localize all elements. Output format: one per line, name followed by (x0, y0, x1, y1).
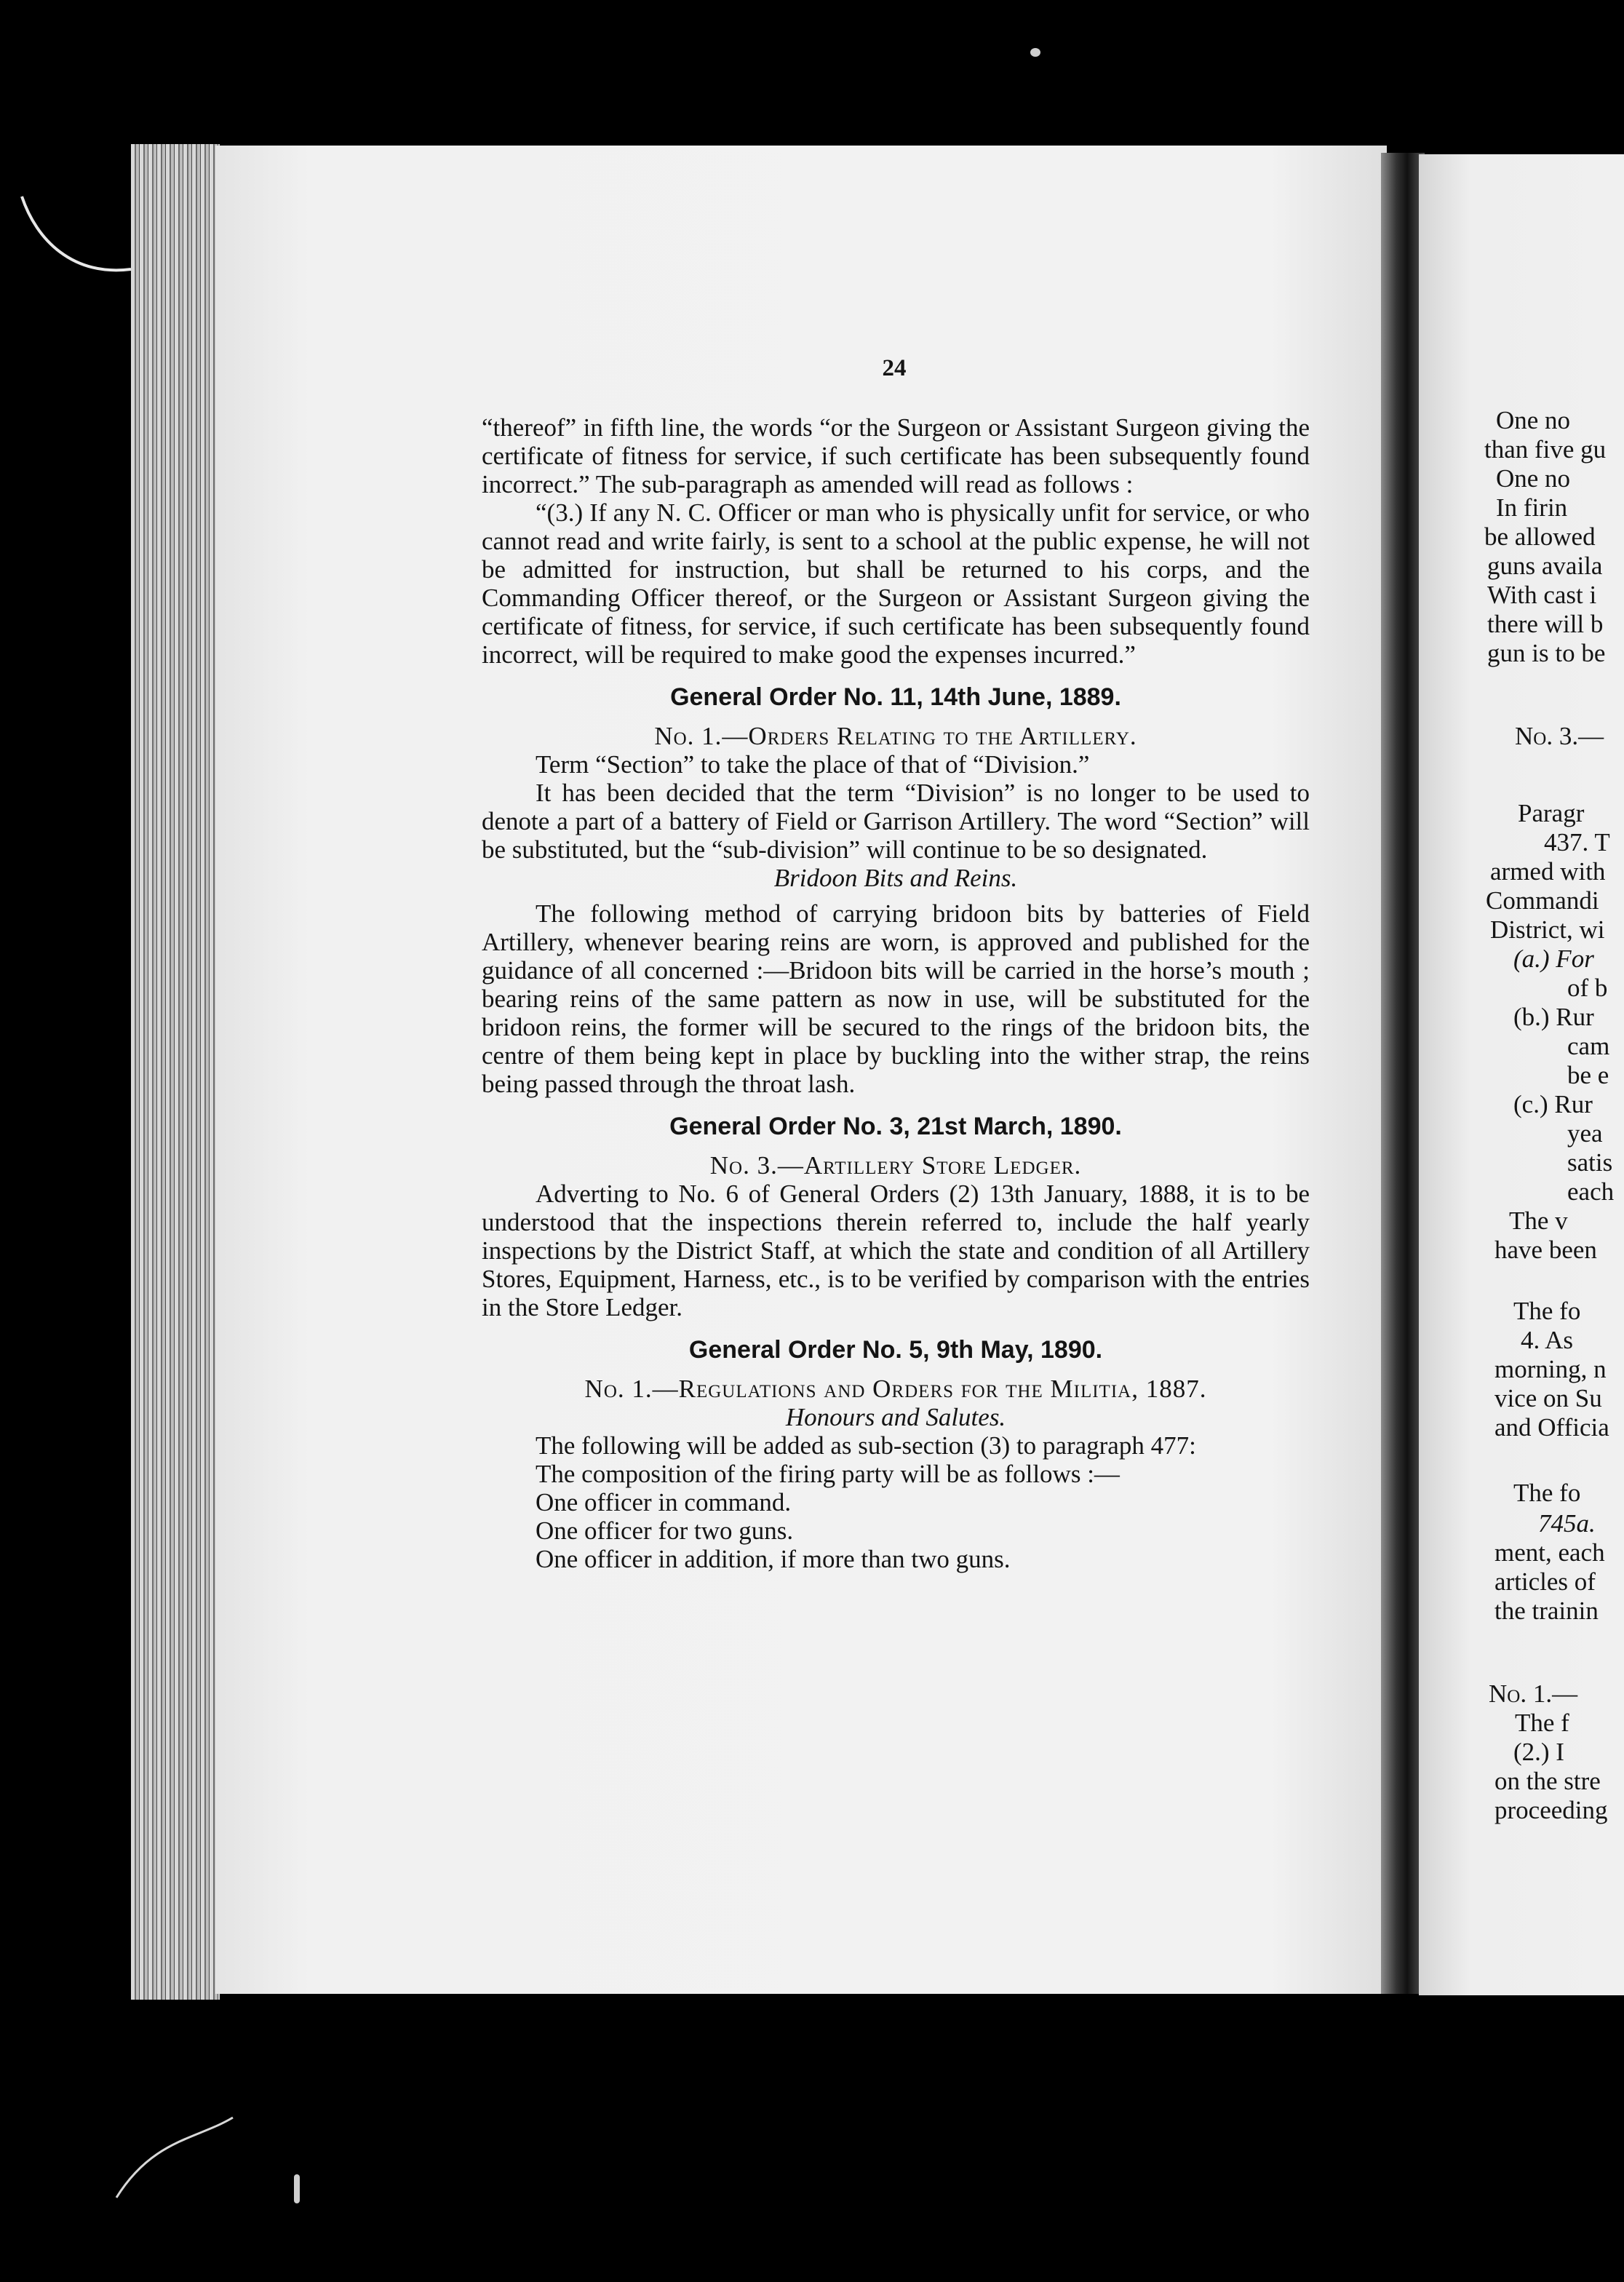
right-page-line: each (1567, 1177, 1615, 1206)
right-page-line: In firin (1496, 493, 1568, 522)
right-page-line: One no (1496, 406, 1571, 434)
page-number: 24 (882, 355, 907, 381)
right-page-line: guns availa (1487, 552, 1603, 580)
right-page-line: armed with (1490, 857, 1606, 886)
right-page-line: than five gu (1484, 435, 1607, 464)
right-page-line: satis (1567, 1148, 1613, 1177)
right-page-line: The v (1509, 1206, 1568, 1235)
text-line: The composition of the firing party will be as follows :— (536, 1460, 1120, 1488)
right-page-line: 745a. (1538, 1509, 1596, 1538)
section-italic-heading: Honours and Salutes. (785, 1403, 1006, 1431)
text-line: One officer for two guns. (536, 1516, 794, 1545)
right-page-line: cam (1567, 1032, 1610, 1060)
right-page-line: (a.) For (1513, 945, 1594, 973)
right-page-line: the trainin (1494, 1597, 1599, 1625)
right-page-line: and Officia (1494, 1413, 1609, 1442)
right-page-line: The f (1515, 1709, 1569, 1737)
paragraph: It has been decided that the term “Division” is no longer to be used to denote a part of a battery of Field or Garrison Artillery. The word “Section” will be substituted, but the “sub-division” will continue to be so designated. (482, 779, 1310, 864)
right-page-line: of b (1567, 974, 1608, 1002)
right-page-line: be allowed (1484, 522, 1596, 551)
scan-hair-mark-bottom (109, 2110, 240, 2212)
right-page-line: yea (1567, 1119, 1603, 1148)
right-page-line: 437. T (1544, 828, 1610, 856)
text-line: One officer in command. (536, 1488, 792, 1516)
paragraph: “thereof” in fifth line, the words “or the Surgeon or Assistant Surgeon giving the certificate of fitness for service, if such certificate has been subsequently found incorrect.” The sub-paragraph as amended will read as follows : (482, 413, 1310, 498)
text-line: The following will be added as sub-section (3) to paragraph 477: (536, 1431, 1196, 1460)
right-page-line: (b.) Rur (1513, 1003, 1594, 1031)
right-page-line: gun is to be (1487, 639, 1606, 667)
right-page-line: morning, n (1494, 1355, 1607, 1383)
order-heading: General Order No. 3, 21st March, 1890. (669, 1113, 1122, 1140)
paragraph: Adverting to No. 6 of General Orders (2) 13th January, 1888, it is to be understood that the inspections therein referred to, include the half yearly inspections by the District Staff, at which the state and condition of all Artillery Stores, Equipment, Harness, etc., is to be verified by comparison with the entries in the Store Ledger. (482, 1180, 1310, 1321)
dust-speck (294, 2174, 300, 2203)
right-page-line: have been (1494, 1236, 1597, 1264)
order-subheading: No. 3.—Artillery Store Ledger. (709, 1151, 1082, 1180)
order-heading: General Order No. 11, 14th June, 1889. (670, 683, 1121, 711)
right-page-line: proceeding (1494, 1796, 1608, 1824)
order-subheading: No. 1.—Orders Relating to the Artillery. (654, 722, 1137, 750)
right-page-line: on the stre (1494, 1767, 1601, 1795)
right-page-line: No. 1.— (1489, 1679, 1578, 1708)
right-page-line: (c.) Rur (1513, 1090, 1593, 1118)
right-page-line: District, wi (1490, 915, 1605, 944)
right-page-line: (2.) I (1513, 1738, 1564, 1766)
scan-hair-mark (7, 182, 138, 298)
right-page-line: The fo (1513, 1479, 1581, 1507)
right-page-line: vice on Su (1494, 1384, 1602, 1412)
book-page-edges (131, 144, 220, 2000)
section-italic-heading: Bridoon Bits and Reins. (773, 864, 1018, 892)
right-page-line: articles of (1494, 1567, 1596, 1596)
right-page-line: One no (1496, 464, 1571, 493)
right-page-line: ment, each (1494, 1538, 1605, 1567)
page-text (482, 413, 1310, 1573)
paragraph: “(3.) If any N. C. Officer or man who is physically unfit for service, or who cannot read and write fairly, is sent to a school at the public expense, he will not be admitted for instruction, but shall be returned to his corps, and the Commanding Officer thereof, or the Surgeon or Assistant Surgeon giving the certificate of fitness, for service, if such certificate has been subsequently found incorrect, will be required to make good the expenses incurred.” (482, 498, 1310, 669)
text-line: One officer in addition, if more than two guns. (536, 1545, 1011, 1573)
dust-speck (1030, 48, 1040, 57)
right-page-line: there will b (1487, 610, 1604, 638)
right-page-line: No. 3.— (1515, 722, 1604, 750)
book-gutter (1381, 153, 1425, 1994)
right-page-line: Paragr (1518, 799, 1585, 827)
right-page-line: With cast i (1487, 581, 1597, 609)
right-page-line: The fo (1513, 1297, 1581, 1325)
right-page-line: 4. As (1521, 1326, 1573, 1354)
paragraph: Term “Section” to take the place of that of “Division.” (536, 750, 1090, 779)
right-page-line: be e (1567, 1061, 1609, 1089)
order-subheading: No. 1.—Regulations and Orders for the Militia, 1887. (584, 1375, 1207, 1403)
right-page-line: Commandi (1486, 886, 1599, 915)
paragraph: The following method of carrying bridoon bits by batteries of Field Artillery, whenever bearing reins are worn, is approved and published for the guidance of all concerned :—Bridoon bits will be carried in the horse’s mouth ; bearing reins of the same pattern as now in use, will be substituted for the bridoon reins, the former will be secured to the rings of the bridoon bits, the centre of them being kept in place by buckling into the wither strap, the reins being passed through the throat lash. (482, 899, 1310, 1098)
book-page-right (1419, 154, 1624, 1995)
order-heading: General Order No. 5, 9th May, 1890. (688, 1336, 1103, 1364)
